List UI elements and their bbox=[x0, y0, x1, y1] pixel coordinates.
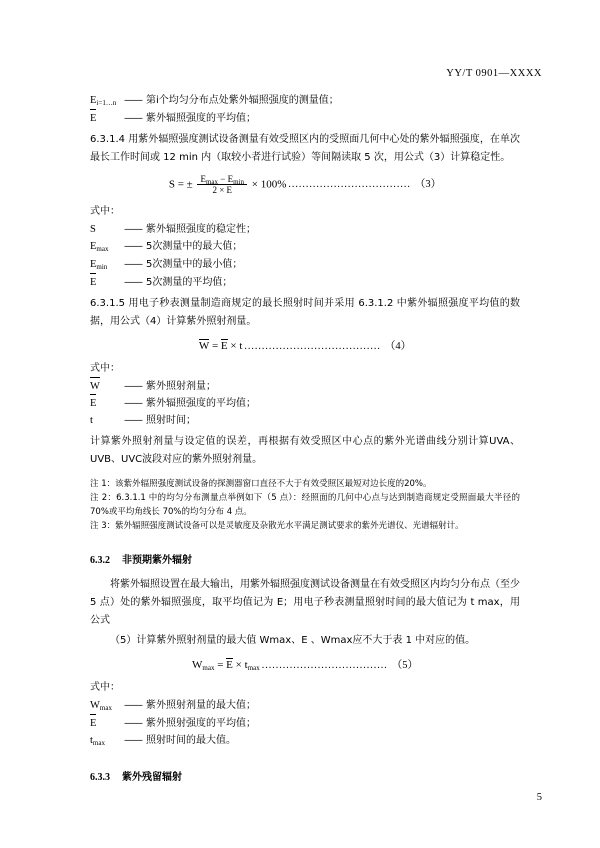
paragraph-6-3-2-2: （5）计算紫外照射剂量的最大值 Wmax、E 、Wmax应不大于表 1 中对应的值。 bbox=[110, 634, 476, 646]
dash: —— bbox=[124, 699, 142, 711]
dash: —— bbox=[124, 276, 142, 288]
symbol-S: S bbox=[90, 223, 96, 235]
dot-leader: ................................... bbox=[288, 179, 411, 191]
definition-item bbox=[90, 221, 520, 238]
notes-block bbox=[90, 477, 520, 533]
where-label: 式中： bbox=[90, 681, 120, 693]
paragraph-6-3-2-1: 将紫外辐照设置在最大输出，用紫外辐照强度测试设备测量在有效受照区内均匀分布点（至少 5 点）处的紫外辐照强度，取平均值记为 E；用电子秒表测量照射时间的最大值记为 t max，用公式 bbox=[90, 578, 520, 626]
definition-text: 紫外照射剂量的最大值； bbox=[146, 699, 256, 711]
formula-5 bbox=[90, 657, 520, 672]
definition-text: 紫外照射剂量； bbox=[146, 380, 216, 392]
dash: —— bbox=[124, 397, 142, 409]
symbol-E-i: $E_{i=1\dots n}$ bbox=[90, 95, 117, 107]
formula-5-number: （5） bbox=[391, 659, 418, 671]
section-title: 非预期紫外辐射 bbox=[122, 554, 192, 566]
definition-item bbox=[90, 274, 520, 291]
section-number: 6.3.3 bbox=[90, 771, 110, 783]
symbol-E-mean: E bbox=[90, 715, 124, 732]
definition-text: 5次测量的平均值； bbox=[146, 276, 233, 288]
symbol-t: t bbox=[90, 414, 93, 426]
definition-item bbox=[90, 378, 520, 395]
dash: —— bbox=[124, 414, 142, 426]
page-header: YY/T 0901—XXXX bbox=[446, 68, 542, 79]
definition-text: 紫外辐照强度的稳定性； bbox=[146, 223, 256, 235]
formula-3-number: （3） bbox=[414, 179, 442, 191]
symbol-W-mean: W bbox=[90, 378, 124, 395]
page-content bbox=[90, 92, 520, 793]
dash: —— bbox=[124, 258, 142, 270]
dash: —— bbox=[124, 734, 142, 746]
dash: —— bbox=[124, 223, 142, 235]
definition-item bbox=[90, 238, 520, 256]
page-number: 5 bbox=[536, 792, 542, 803]
formula-4-number: （4） bbox=[384, 340, 412, 352]
note-3: 注 3：紫外辐照强度测试设备可以是灵敏度及杂散光水平满足测试要求的紫外光谱仪、光谱辐射计。 bbox=[90, 520, 464, 531]
dash: —— bbox=[124, 717, 142, 729]
definition-text: 第i个均匀分布点处紫外辐照强度的测量值； bbox=[146, 95, 339, 106]
dash: —— bbox=[124, 113, 142, 124]
definition-text: 紫外照射强度的平均值； bbox=[146, 717, 256, 729]
dot-leader: .................................... bbox=[261, 659, 388, 671]
paragraph-error-calc: 计算紫外照射剂量与设定值的误差，再根据有效受照区中心点的紫外光谱曲线分别计算UVA、UVB、UVC波段对应的紫外照射剂量。 bbox=[90, 435, 520, 465]
symbol-E-mean: E bbox=[90, 110, 124, 127]
dot-leader: ....................................... bbox=[244, 340, 381, 352]
section-title: 紫外残留辐射 bbox=[122, 771, 182, 783]
definition-text: 照射时间； bbox=[146, 414, 196, 426]
definition-item bbox=[90, 110, 520, 127]
section-heading-6-3-3 bbox=[90, 768, 520, 783]
symbol-E-mean: E bbox=[90, 274, 124, 291]
dash: —— bbox=[124, 240, 142, 252]
definition-text: 紫外辐照强度的平均值； bbox=[146, 397, 256, 409]
definition-item bbox=[90, 412, 520, 429]
definition-item bbox=[90, 697, 520, 715]
where-label: 式中： bbox=[90, 362, 120, 374]
symbol-E-max: $E_{max}$ bbox=[90, 240, 109, 253]
definition-item bbox=[90, 92, 520, 110]
section-heading-6-3-2 bbox=[90, 551, 520, 566]
note-1: 注 1：该紫外辐照强度测试设备的探测器窗口直径不大于有效受照区最短对边长度的20%。 bbox=[90, 478, 432, 489]
symbol-E-mean: E bbox=[90, 395, 124, 412]
definition-text: 5次测量中的最大值； bbox=[146, 240, 243, 252]
symbol-t-max: $t_{max}$ bbox=[90, 734, 105, 747]
where-label: 式中： bbox=[90, 205, 120, 217]
definition-text: 紫外辐照强度的平均值； bbox=[146, 113, 256, 124]
definition-text: 5次测量中的最小值； bbox=[146, 258, 243, 270]
clause-6-3-1-4: 6.3.1.4 用紫外辐照强度测试设备测量有效受照区内的受照面几何中心处的紫外辐照强度，在单次最长工作时间或 12 min 内（取较小者进行试验）等间隔读取 5 次，用公式（3）计算稳定性。 bbox=[90, 134, 520, 163]
formula-4 bbox=[90, 338, 520, 353]
formula-4-expression: W = E × t bbox=[198, 339, 243, 352]
definition-item bbox=[90, 715, 520, 732]
definition-item bbox=[90, 395, 520, 412]
section-number: 6.3.2 bbox=[90, 554, 110, 566]
dash: —— bbox=[124, 95, 142, 106]
formula-3 bbox=[90, 174, 520, 196]
definition-item bbox=[90, 256, 520, 274]
symbol-E-min: $E_{min}$ bbox=[90, 258, 108, 271]
dash: —— bbox=[124, 380, 142, 392]
definition-text: 照射时间的最大值。 bbox=[146, 734, 236, 746]
formula-3-expression: S = ± $\frac{E_{max} - E_{min}}{2 \times E}$ × 100% bbox=[168, 174, 287, 196]
definition-item bbox=[90, 732, 520, 750]
symbol-W-max: $W_{max}$ bbox=[90, 699, 112, 712]
note-2: 注 2：6.3.1.1 中的均匀分布测量点举例如下（5 点）：经照面的几何中心点与达到制造商规定受照面最大半径的70%或平均角线长 70%的均匀分布 4 点。 bbox=[90, 492, 520, 517]
formula-5-expression: $W_{max} = E \times t_{max}$ bbox=[192, 658, 260, 672]
clause-6-3-1-5: 6.3.1.5 用电子秒表测量制造商规定的最长照射时间并采用 6.3.1.2 中紫外辐照强度平均值的数据，用公式（4）计算紫外照射剂量。 bbox=[90, 297, 520, 327]
